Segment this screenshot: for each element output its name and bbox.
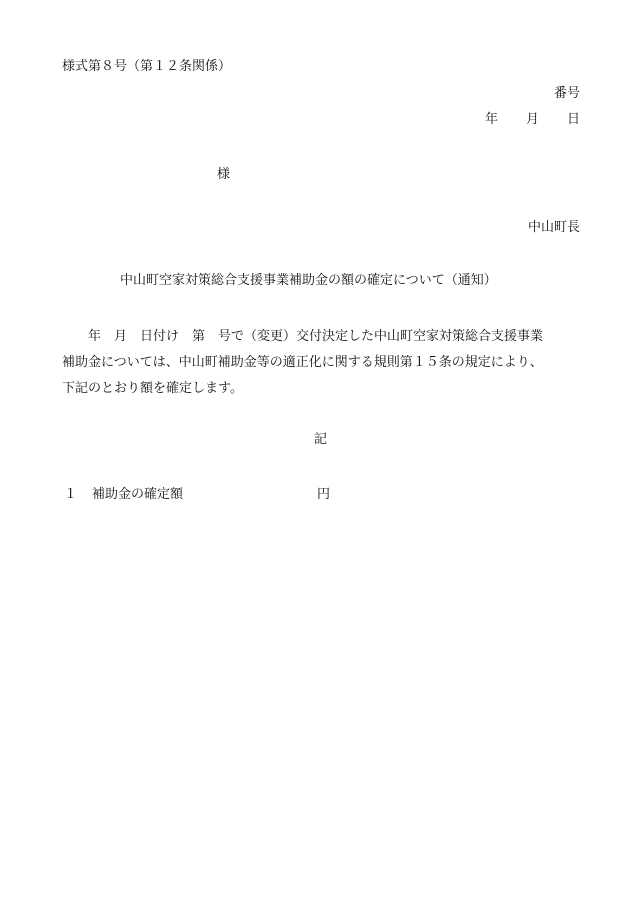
item-number: １ (64, 487, 78, 502)
date-year: 年 (484, 112, 498, 127)
body-line-1: 年 月 日付け 第 号で（変更）交付決定した中山町空家対策総合支援事業 (62, 329, 544, 344)
date-line (485, 111, 580, 129)
body-line-2: 補助金については、中山町補助金等の適正化に関する規則第１５条の規定により、 (62, 355, 543, 370)
item-unit: 円 (317, 487, 331, 502)
body-line-3: 下記のとおり額を確定します。 (62, 381, 243, 396)
ki-heading: 記 (314, 432, 328, 447)
addressee-honorific: 様 (217, 167, 231, 182)
item-label: 補助金の確定額 (92, 487, 184, 502)
list-item (64, 486, 330, 504)
document-title: 中山町空家対策総合支援事業補助金の額の確定について（通知） (120, 273, 497, 288)
document-number-label: 番号 (553, 86, 580, 101)
body-paragraph (62, 324, 582, 402)
date-month: 月 (525, 112, 539, 127)
sender-name: 中山町長 (527, 220, 580, 235)
date-day: 日 (566, 112, 580, 127)
form-label: 様式第８号（第１２条関係） (62, 59, 232, 74)
